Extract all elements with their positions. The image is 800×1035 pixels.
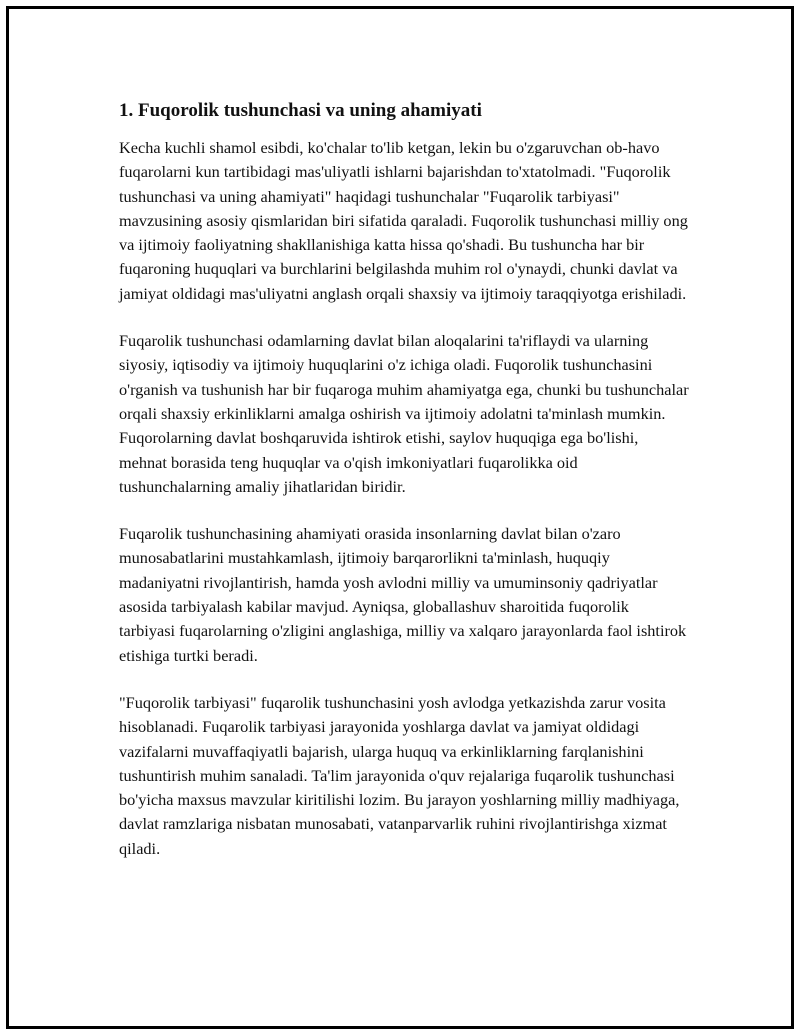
document-title: 1. Fuqorolik tushunchasi va uning ahamiyati bbox=[119, 100, 482, 121]
paragraph-3: Fuqarolik tushunchasining ahamiyati orasida insonlarning davlat bilan o'zaro munosabatlarini mustahkamlash, ijtimoiy barqarorlikni ta'minlash, huquqiy madaniyatni rivojlantirish, hamda yosh avlodni milliy va umuminsoniy qadriyatlar asosida tarbiyalash kabilar mavjud. Ayniqsa, globallashuv sharoitida fuqorolik tarbiyasi fuqarolarning o'zligini anglashiga, milliy va xalqaro jarayonlarda faol ishtirok etishiga turtki beradi. bbox=[119, 524, 687, 665]
paragraph-1: Kecha kuchli shamol esibdi, ko'chalar to'lib ketgan, lekin bu o'zgaruvchan ob-havo fuqarolarni kun tartibidagi mas'uliyatli ishlarni bajarishdan to'xtatolmadi. "Fuqorolik tushunchasi va uning ahamiyati" haqidagi tushunchalar "Fuqarolik tarbiyasi" mavzusining asosiy qismlaridan biri sifatida qaraladi. Fuqorolik tushunchasi milliy ong va ijtimoiy faoliyatning shakllanishiga katta hissa qo'shadi. Bu tushuncha har bir fuqaroning huquqlari va burchlarini belgilashda muhim rol o'ynaydi, chunki davlat va jamiyat oldidagi mas'uliyatni anglash orqali shaxsiy va ijtimoiy taraqqiyotga erishiladi. bbox=[119, 138, 688, 303]
document-body bbox=[119, 99, 689, 884]
paragraph-4: "Fuqorolik tarbiyasi" fuqarolik tushunchasini yosh avlodga yetkazishda zarur vosita hisoblanadi. Fuqarolik tarbiyasi jarayonida yoshlarga davlat va jamiyat oldidagi vazifalarni muvaffaqiyatli bajarish, ularga huquq va erkinliklarning farqlanishini tushuntirish muhim sanaladi. Ta'lim jarayonida o'quv rejalariga fuqarolik tushunchasi bo'yicha maxsus mavzular kiritilishi lozim. Bu jarayon yoshlarning milliy madhiyaga, davlat ramzlariga nisbatan munosabati, vatanparvarlik ruhini rivojlantirishga xizmat qiladi. bbox=[119, 692, 680, 858]
page-frame bbox=[6, 6, 794, 1029]
paragraph-2: Fuqarolik tushunchasi odamlarning davlat bilan aloqalarini ta'riflaydi va ularning siyosiy, iqtisodiy va ijtimoiy huquqlarini o'z ichiga oladi. Fuqorolik tushunchasini o'rganish va tushunish har bir fuqaroga muhim ahamiyatga ega, chunki bu tushunchalar orqali shaxsiy erkinliklarni amalga oshirish va ijtimoiy adolatni ta'minlash mumkin. Fuqorolarning davlat boshqaruvida ishtirok etishi, saylov huquqiga ega bo'lishi, mehnat borasida teng huquqlar va o'qish imkoniyatlari fuqarolikka oid tushunchalarning amaliy jihatlaridan biridir. bbox=[119, 331, 689, 496]
